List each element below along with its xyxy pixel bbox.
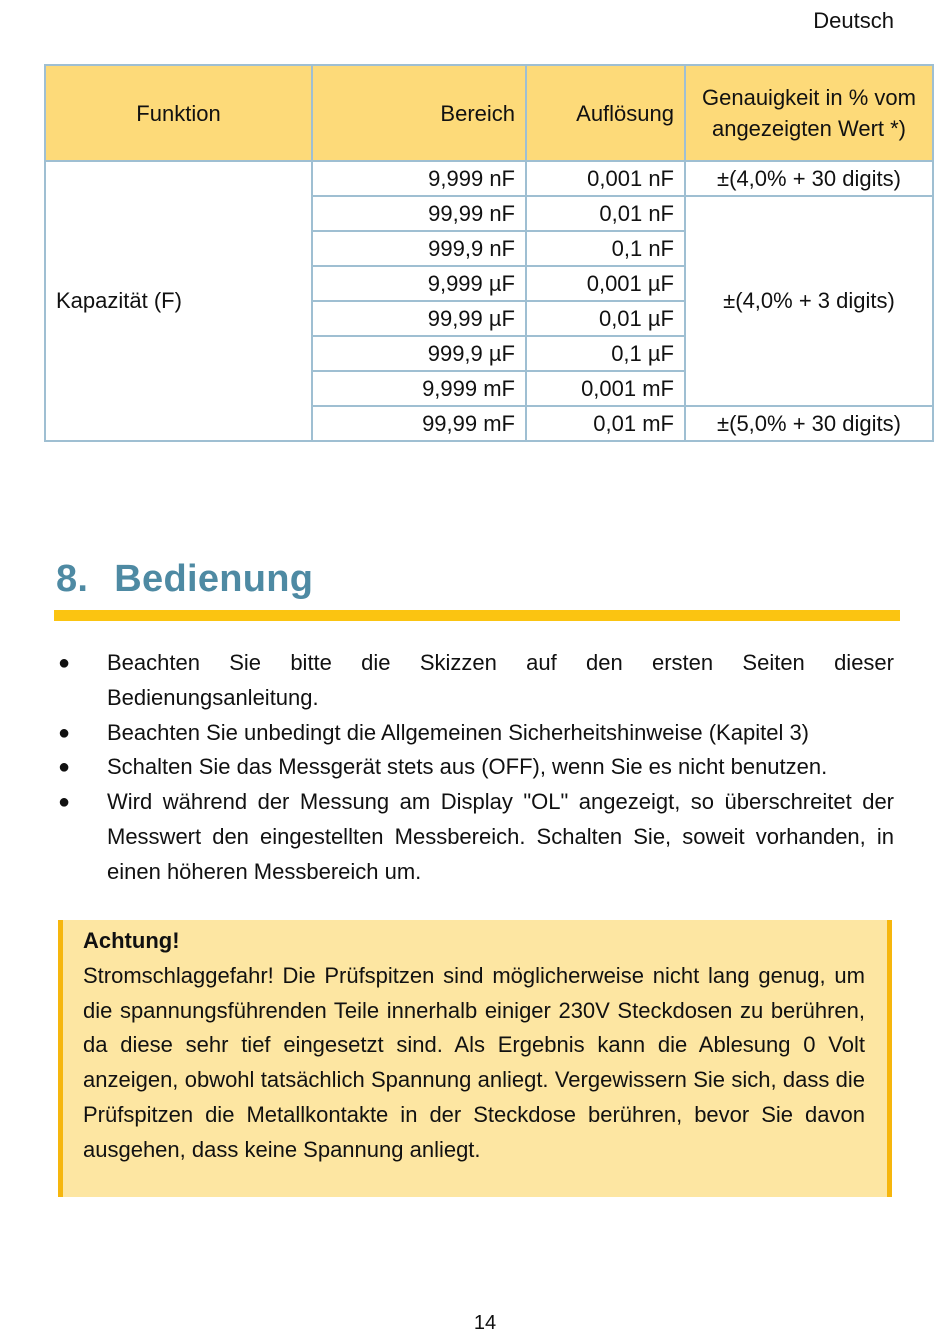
- list-item: [54, 716, 894, 751]
- range-cell: 9,999 µF: [312, 266, 526, 301]
- warning-box: [58, 920, 892, 1197]
- operation-notes-list: [54, 646, 894, 890]
- range-cell: 99,99 nF: [312, 196, 526, 231]
- resolution-cell: 0,001 µF: [526, 266, 685, 301]
- accuracy-cell: ±(5,0% + 30 digits): [685, 406, 933, 441]
- resolution-cell: 0,001 mF: [526, 371, 685, 406]
- bullet-icon: ●: [58, 721, 71, 744]
- list-item-text: Beachten Sie bitte die Skizzen auf den ersten Seiten dieser Bedienungsanleitung.: [107, 650, 894, 710]
- resolution-cell: 0,01 mF: [526, 406, 685, 441]
- list-item: [54, 750, 894, 785]
- list-item-text: Wird während der Messung am Display "OL" angezeigt, so überschreitet der Messwert den eingestellten Messbereich. Schalten Sie, soweit vorhanden, in einen höheren Messbereich um.: [107, 789, 894, 884]
- resolution-cell: 0,001 nF: [526, 161, 685, 196]
- list-item: [54, 646, 894, 716]
- resolution-cell: 0,01 nF: [526, 196, 685, 231]
- section-heading: [56, 558, 313, 601]
- range-cell: 999,9 µF: [312, 336, 526, 371]
- header-bereich: Bereich: [312, 65, 526, 161]
- range-cell: 9,999 mF: [312, 371, 526, 406]
- table-row: [45, 161, 933, 196]
- warning-text: Stromschlaggefahr! Die Prüfspitzen sind möglicherweise nicht lang genug, um die spannungsführenden Teile innerhalb einiger 230V Steckdosen zu berühren, da diese sehr tief eingesetzt sind. Als Ergebnis kann die Ablesung 0 Volt anzeigen, obwohl tatsächlich Spannung anliegt. Vergewissern Sie sich, dass die Prüfspitzen die Metallkontakte in der Steckdose berühren, bevor Sie davon ausgehen, dass keine Spannung anliegt.: [83, 962, 865, 1162]
- bullet-icon: ●: [58, 652, 71, 674]
- range-cell: 99,99 mF: [312, 406, 526, 441]
- range-cell: 999,9 nF: [312, 231, 526, 266]
- section-divider: [54, 610, 900, 621]
- header-funktion: Funktion: [45, 65, 312, 161]
- section-title: Bedienung: [114, 558, 314, 600]
- range-cell: 99,99 µF: [312, 301, 526, 336]
- header-genauigkeit: Genauigkeit in % vom angezeigten Wert *): [685, 65, 933, 161]
- resolution-cell: 0,1 nF: [526, 231, 685, 266]
- resolution-cell: 0,01 µF: [526, 301, 685, 336]
- list-item: [54, 785, 894, 889]
- table-header-row: [45, 65, 933, 161]
- header-aufloesung: Auflösung: [526, 65, 685, 161]
- warning-title: Achtung!: [83, 928, 180, 953]
- section-number: 8.: [56, 558, 89, 600]
- accuracy-cell: ±(4,0% + 3 digits): [685, 196, 933, 406]
- bullet-icon: ●: [58, 791, 71, 814]
- page-number: 14: [473, 1312, 497, 1334]
- page-header-language: Deutsch: [813, 8, 894, 33]
- range-cell: 9,999 nF: [312, 161, 526, 196]
- capacitance-spec-table: [44, 64, 934, 442]
- bullet-icon: ●: [58, 756, 71, 779]
- function-cell: Kapazität (F): [45, 161, 312, 441]
- accuracy-cell: ±(4,0% + 30 digits): [685, 161, 933, 196]
- list-item-text: Schalten Sie das Messgerät stets aus (OFF), wenn Sie es nicht benutzen.: [107, 754, 828, 780]
- resolution-cell: 0,1 µF: [526, 336, 685, 371]
- list-item-text: Beachten Sie unbedingt die Allgemeinen Sicherheitshinweise (Kapitel 3): [107, 719, 810, 745]
